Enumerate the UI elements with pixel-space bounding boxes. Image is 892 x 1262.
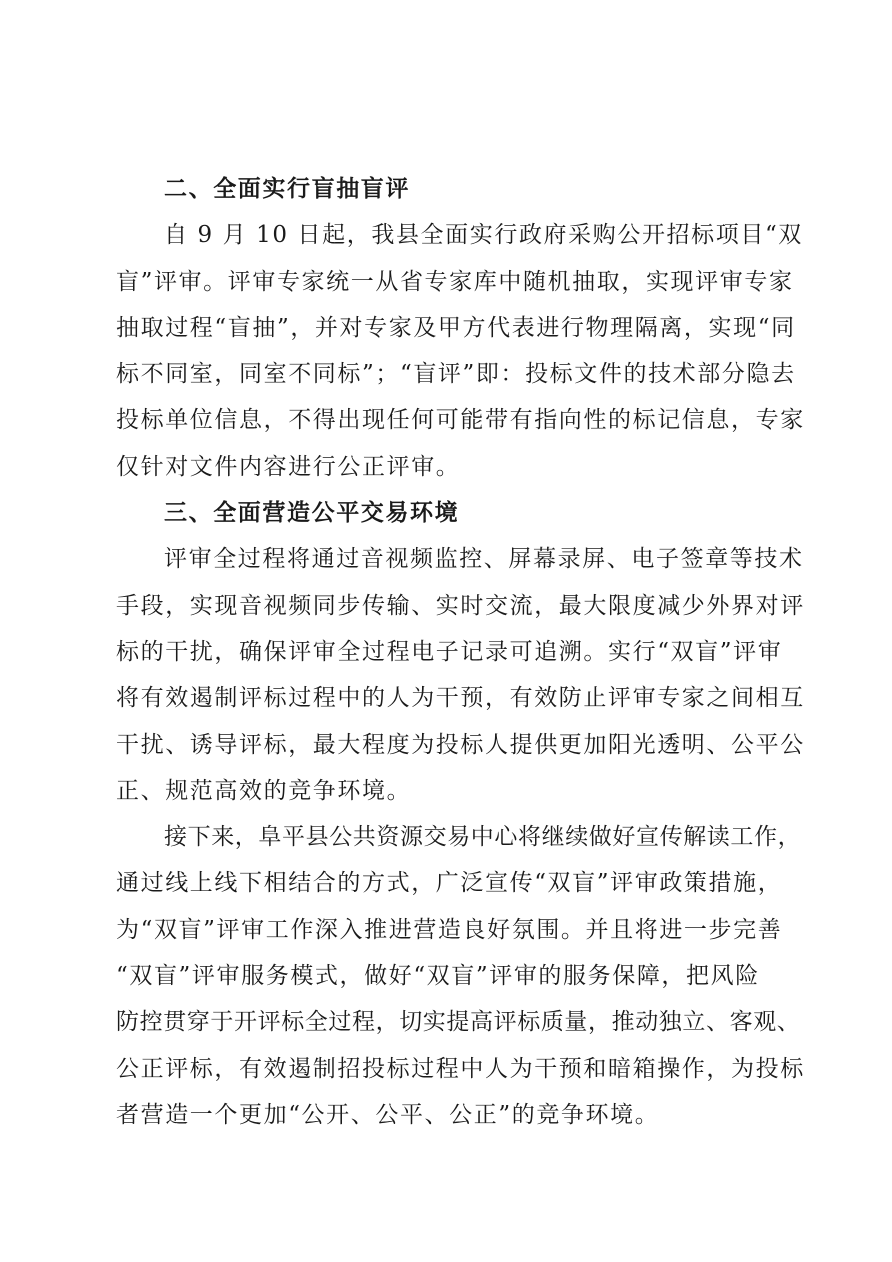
paragraph-line: 仅针对文件内容进行公正评审。 <box>116 453 461 480</box>
paragraph-line: 自 9 月 10 日起，我县全面实行政府采购公开招标项目“双 <box>164 222 803 249</box>
paragraph-line: 将有效遏制评标过程中的人为干预，有效防止评审专家之间相互 <box>116 685 805 712</box>
paragraph-line: 正、规范高效的竞争环境。 <box>116 777 412 804</box>
paragraph-line: 通过线上线下相结合的方式，广泛宣传“双盲”评审政策措施， <box>116 870 783 897</box>
paragraph-blind-review <box>116 212 805 490</box>
paragraph-line: 评审全过程将通过音视频监控、屏幕录屏、电子签章等技术 <box>164 546 804 573</box>
paragraph-line: 防控贯穿于开评标全过程，切实提高评标质量，推动独立、客观、 <box>116 1009 801 1036</box>
paragraph-line: 盲”评审。评审专家统一从省专家库中随机抽取，实现评审专家 <box>116 268 794 295</box>
paragraph-line: 投标单位信息，不得出现任何可能带有指向性的标记信息，专家 <box>116 407 805 434</box>
document-body <box>116 166 805 1138</box>
paragraph-line: 抽取过程“盲抽”，并对专家及甲方代表进行物理隔离，实现“同 <box>116 314 796 341</box>
paragraph-line: “双盲”评审服务模式，做好“双盲”评审的服务保障，把风险 <box>116 963 760 990</box>
paragraph-line: 接下来，阜平县公共资源交易中心将继续做好宣传解读工作， <box>164 824 802 851</box>
paragraph-closing <box>116 814 805 1138</box>
paragraph-line: 干扰、诱导评标，最大程度为投标人提供更加阳光透明、公平公 <box>116 731 805 758</box>
paragraph-line: 标的干扰，确保评审全过程电子记录可追溯。实行“双盲”评审 <box>116 638 783 665</box>
paragraph-fair-trading <box>116 536 805 814</box>
section-heading-blind-review: 二、全面实行盲抽盲评 <box>164 176 410 202</box>
paragraph-line: 者营造一个更加“公开、公平、公正”的竞争环境。 <box>116 1101 660 1128</box>
section-heading-fair-trading: 三、全面营造公平交易环境 <box>164 500 460 527</box>
paragraph-line: 为“双盲”评审工作深入推进营造良好氛围。并且将进一步完善 <box>116 916 783 943</box>
paragraph-line: 手段，实现音视频同步传输、实时交流，最大限度减少外界对评 <box>116 592 805 619</box>
paragraph-line: 公正评标，有效遏制招投标过程中人为干预和暗箱操作，为投标 <box>116 1055 805 1082</box>
paragraph-line: 标不同室，同室不同标”；“盲评”即：投标文件的技术部分隐去 <box>116 361 796 388</box>
